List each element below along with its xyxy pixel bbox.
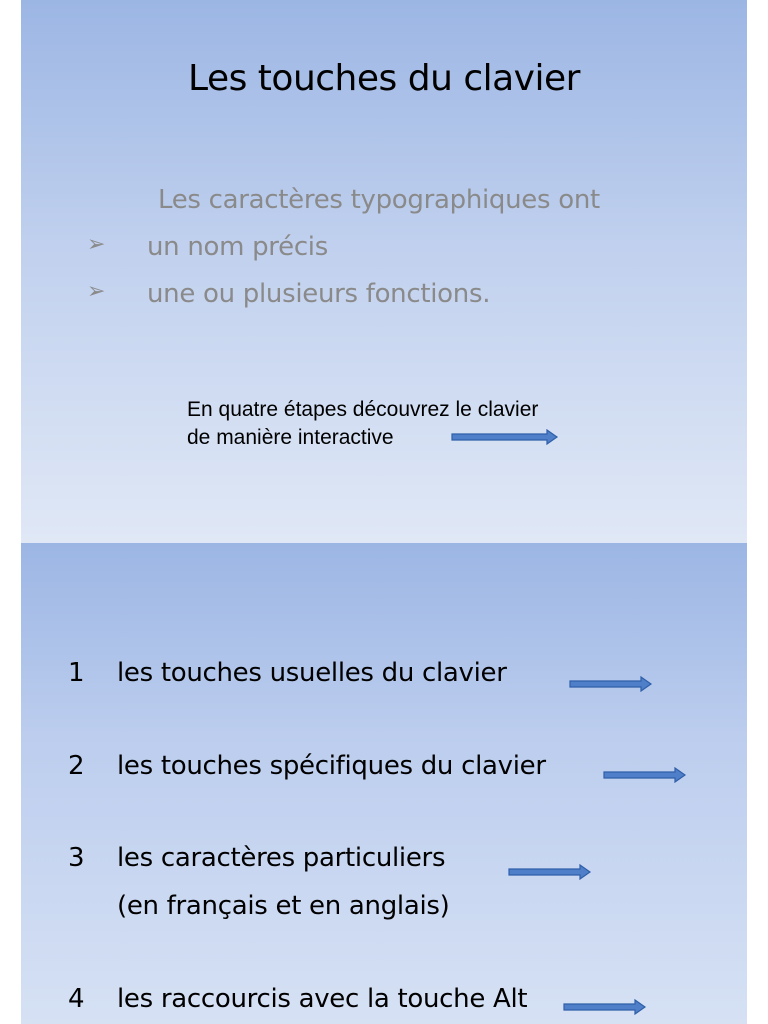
step-item-3[interactable] [21, 843, 747, 933]
step-label: les touches spécifiques du clavier [117, 751, 546, 781]
bullet-text: un nom précis [147, 232, 328, 262]
discover-line-1: En quatre étapes découvrez le clavier [187, 398, 539, 421]
step-sublabel: (en français et en anglais) [117, 891, 450, 921]
step-number: 1 [68, 658, 85, 688]
step-number: 3 [68, 843, 85, 873]
discover-line-2: de manière interactive [187, 426, 394, 449]
slide-intro [21, 0, 747, 543]
arrow-bullet-icon: ➢ [87, 279, 106, 304]
bullet-text: une ou plusieurs fonctions. [147, 279, 491, 309]
step-4-arrow-icon[interactable] [563, 999, 647, 1015]
step-label: les touches usuelles du clavier [117, 658, 507, 688]
slide-steps [21, 543, 747, 1024]
intro-text: Les caractères typographiques ont [158, 185, 600, 215]
start-arrow-icon[interactable] [451, 429, 559, 445]
step-label: les raccourcis avec la touche Alt [117, 984, 528, 1014]
step-3-arrow-icon[interactable] [508, 864, 592, 880]
step-label: les caractères particuliers [117, 843, 446, 873]
step-2-arrow-icon[interactable] [603, 767, 687, 783]
arrow-bullet-icon: ➢ [87, 232, 106, 257]
step-number: 2 [68, 751, 85, 781]
slide-title: Les touches du clavier [188, 58, 580, 99]
step-1-arrow-icon[interactable] [569, 676, 653, 692]
step-number: 4 [68, 984, 85, 1014]
